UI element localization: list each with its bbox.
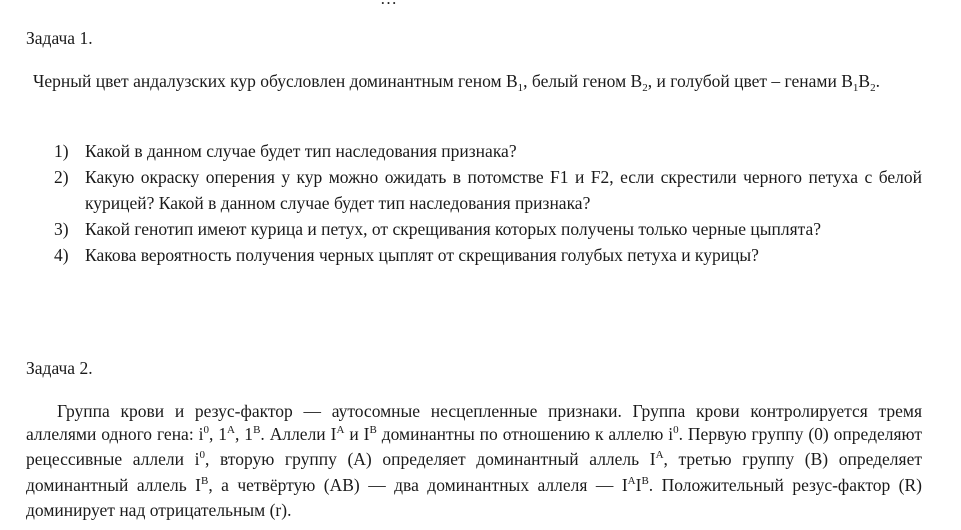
question-text: Какова вероятность получения черных цыплят от скрещивания голубых петуха и курицы? bbox=[85, 245, 759, 265]
question-text: Какой генотип имеют курица и петух, от скрещивания которых получены только черные цыплята? bbox=[85, 219, 822, 239]
question-number: 1) bbox=[54, 141, 69, 161]
task1-question bbox=[54, 164, 922, 216]
question-text: Какой в данном случае будет тип наследования признака? bbox=[85, 141, 517, 161]
task1-question bbox=[54, 138, 922, 164]
task1-heading: Задача 1. bbox=[26, 28, 93, 48]
question-text: Какую окраску оперения у кур можно ожидать в потомстве F1 и F2, если скрестили черного петуха с белой курицей? Какой в данном случае будет тип наследования признака? bbox=[85, 167, 922, 213]
cropped-top-title bbox=[380, 0, 397, 9]
task1-question bbox=[54, 216, 922, 242]
task2-heading: Задача 2. bbox=[26, 358, 93, 378]
question-number: 4) bbox=[54, 245, 69, 265]
task1-question-list bbox=[54, 138, 922, 268]
question-number: 2) bbox=[54, 167, 69, 187]
question-number: 3) bbox=[54, 219, 69, 239]
task2-body: Группа крови и резус-фактор — аутосомные несцепленные признаки. Группа крови контролируется тремя аллелями одного гена: $i^0$, $1^A$, $1^B$. Аллели $I^A$ и $I^B$ доминантны по отношению к аллелю $i^0$. Первую группу (0) определяют рецессивные аллели $i^0$, вторую группу (А) определяет доминантный аллель $I^A$, третью группу (В) определяет доминантный аллель $I^B$, а четвёртую (АВ) — два доминантных аллеля — $I^AI^B$. Положительный резус-фактор (R) доминирует над отрицательным (r). bbox=[26, 401, 923, 520]
task1-question bbox=[54, 242, 922, 268]
task1-intro: Черный цвет андалузских кур обусловлен доминантным геном $В_1$, белый геном $В_2$, и голубой цвет – генами $В_1В_2$. bbox=[33, 71, 880, 94]
